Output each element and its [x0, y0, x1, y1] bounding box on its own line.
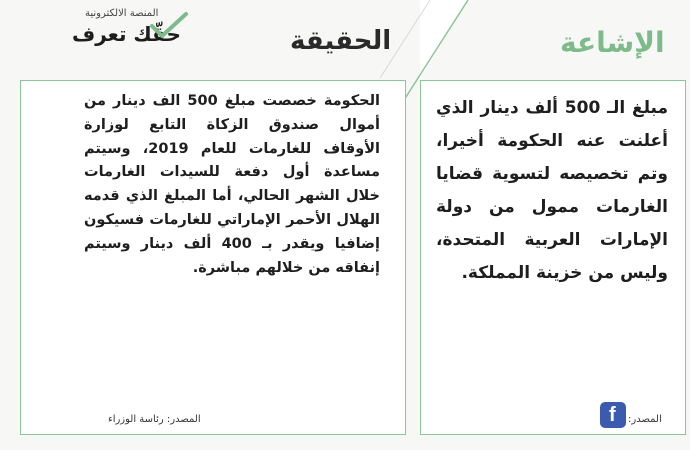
fact-source: المصدر: رئاسة الوزراء	[108, 414, 201, 425]
fact-text: الحكومة خصصت مبلغ 500 الف دينار من أموال صندوق الزكاة التابع لوزارة الأوقاف للغارمات للعام 2019، وسيتم مساعدة أول دفعة للسيدات الغارمات خلال الشهر الحالي، أما المبلغ الذي قدمه الهلال الأحمر الإماراتي للغارمات فسيكون إضافيا ويقدر بـ 400 ألف دينار وسيتم إنفاقه من خلالهم مباشرة.	[84, 93, 381, 276]
logo-subtitle: المنصة الالكترونية	[85, 8, 159, 19]
logo-name: حقّك تعرف	[72, 22, 181, 46]
facebook-icon: f	[600, 402, 626, 428]
fact-heading: الحقيقة	[290, 26, 392, 56]
rumor-source-label: المصدر:	[628, 414, 662, 425]
checkmark-icon	[148, 10, 188, 40]
rumor-heading: الإشاعة	[560, 26, 665, 59]
rumor-text: مبلغ الـ 500 ألف دينار الذي أعلنت عنه الحكومة أخيرا، وتم تخصيصه لتسوية قضايا الغارمات ممول من دولة الإمارات العربية المتحدة، وليس من خزينة المملكة.	[436, 98, 669, 283]
platform-logo	[30, 6, 190, 50]
